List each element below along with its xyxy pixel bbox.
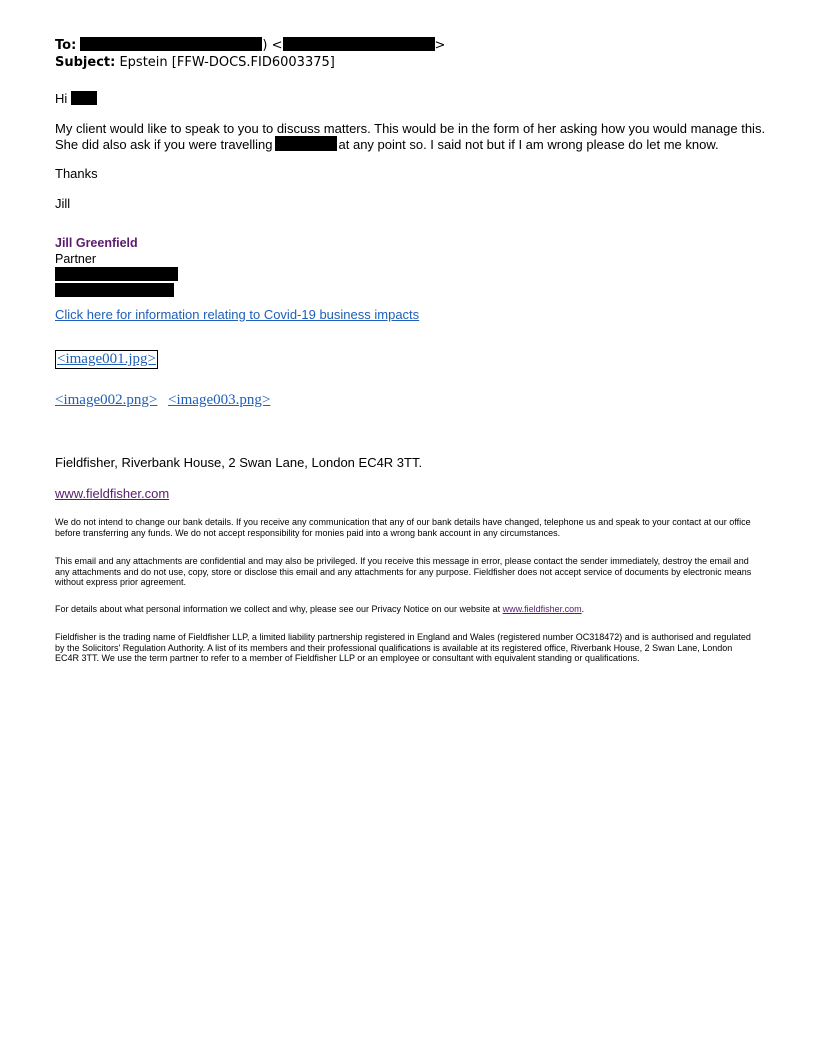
image003-link[interactable]: <image003.png>	[168, 392, 271, 408]
closing: Thanks	[55, 166, 98, 181]
subject-value: Epstein [FFW-DOCS.FID6003375]	[119, 55, 335, 70]
greeting: Hi	[55, 91, 68, 106]
body-text-1: My client would like to speak to you to discuss matters. This would be in the form of her asking how you would manage this. She did also ask if you were travelling	[55, 121, 766, 152]
subject-label: Subject:	[55, 55, 116, 70]
message-body	[55, 121, 775, 152]
confidentiality-disclaimer: This email and any attachments are confidential and may also be privileged. If you receive this message in error, please contact the sender immediately, destroy the email and any attachments and do not use, copy, store or disclose this email and any attachments for any purpose. Fieldfisher does not accept service of documents by electronic means without express prior agreement.	[55, 556, 752, 587]
bank-disclaimer: We do not intend to change our bank details. If you receive any communication that any of our bank details have changed, telephone us and speak to your contact at our office before transferring any funds. We do not accept responsibility for monies paid into a wrong bank account in any circumstances.	[55, 517, 751, 538]
redaction-bar	[275, 136, 337, 151]
to-line	[55, 37, 445, 54]
privacy-website-link[interactable]: www.fieldfisher.com	[502, 604, 582, 614]
redaction-bar	[80, 37, 262, 51]
greeting-line	[55, 91, 97, 107]
body-text-2: at any point so. I said not but if I am wrong please do let me know.	[338, 137, 719, 152]
signoff: Jill	[55, 196, 71, 211]
redaction-bar	[283, 37, 435, 51]
legal-disclaimer: Fieldfisher is the trading name of Fieldfisher LLP, a limited liability partnership registered in England and Wales (registered number OC318472) and is authorised and regulated by the Solicitors' Regulation Authority. A list of its members and their professional qualifications is available at its registered office, Riverbank House, 2 Swan Lane, London EC4R 3TT. We use the term partner to refer to a member of Fieldfisher LLP or an employee or consultant with equivalent standing or qualifications.	[55, 632, 751, 663]
privacy-notice	[55, 604, 755, 615]
subject-line	[55, 55, 335, 71]
website-link[interactable]: www.fieldfisher.com	[55, 486, 170, 501]
redaction-bar	[55, 283, 174, 297]
privacy-text: For details about what personal information we collect and why, please see our Privacy Notice on our website at	[55, 604, 501, 614]
office-address: Fieldfisher, Riverbank House, 2 Swan Lane, London EC4R 3TT.	[55, 455, 423, 470]
image002-link[interactable]: <image002.png>	[55, 392, 158, 408]
privacy-period: .	[581, 604, 585, 614]
image001-link[interactable]: <image001.jpg>	[57, 351, 156, 367]
redaction-bar	[55, 267, 178, 281]
to-separator: ) <	[262, 38, 283, 53]
signature-title: Partner	[55, 252, 96, 266]
redaction-bar	[71, 91, 97, 105]
signature-name: Jill Greenfield	[55, 236, 138, 250]
to-label: To:	[55, 38, 77, 53]
covid-info-link[interactable]: Click here for information relating to Covid-19 business impacts	[55, 307, 420, 322]
to-close: >	[434, 38, 446, 53]
